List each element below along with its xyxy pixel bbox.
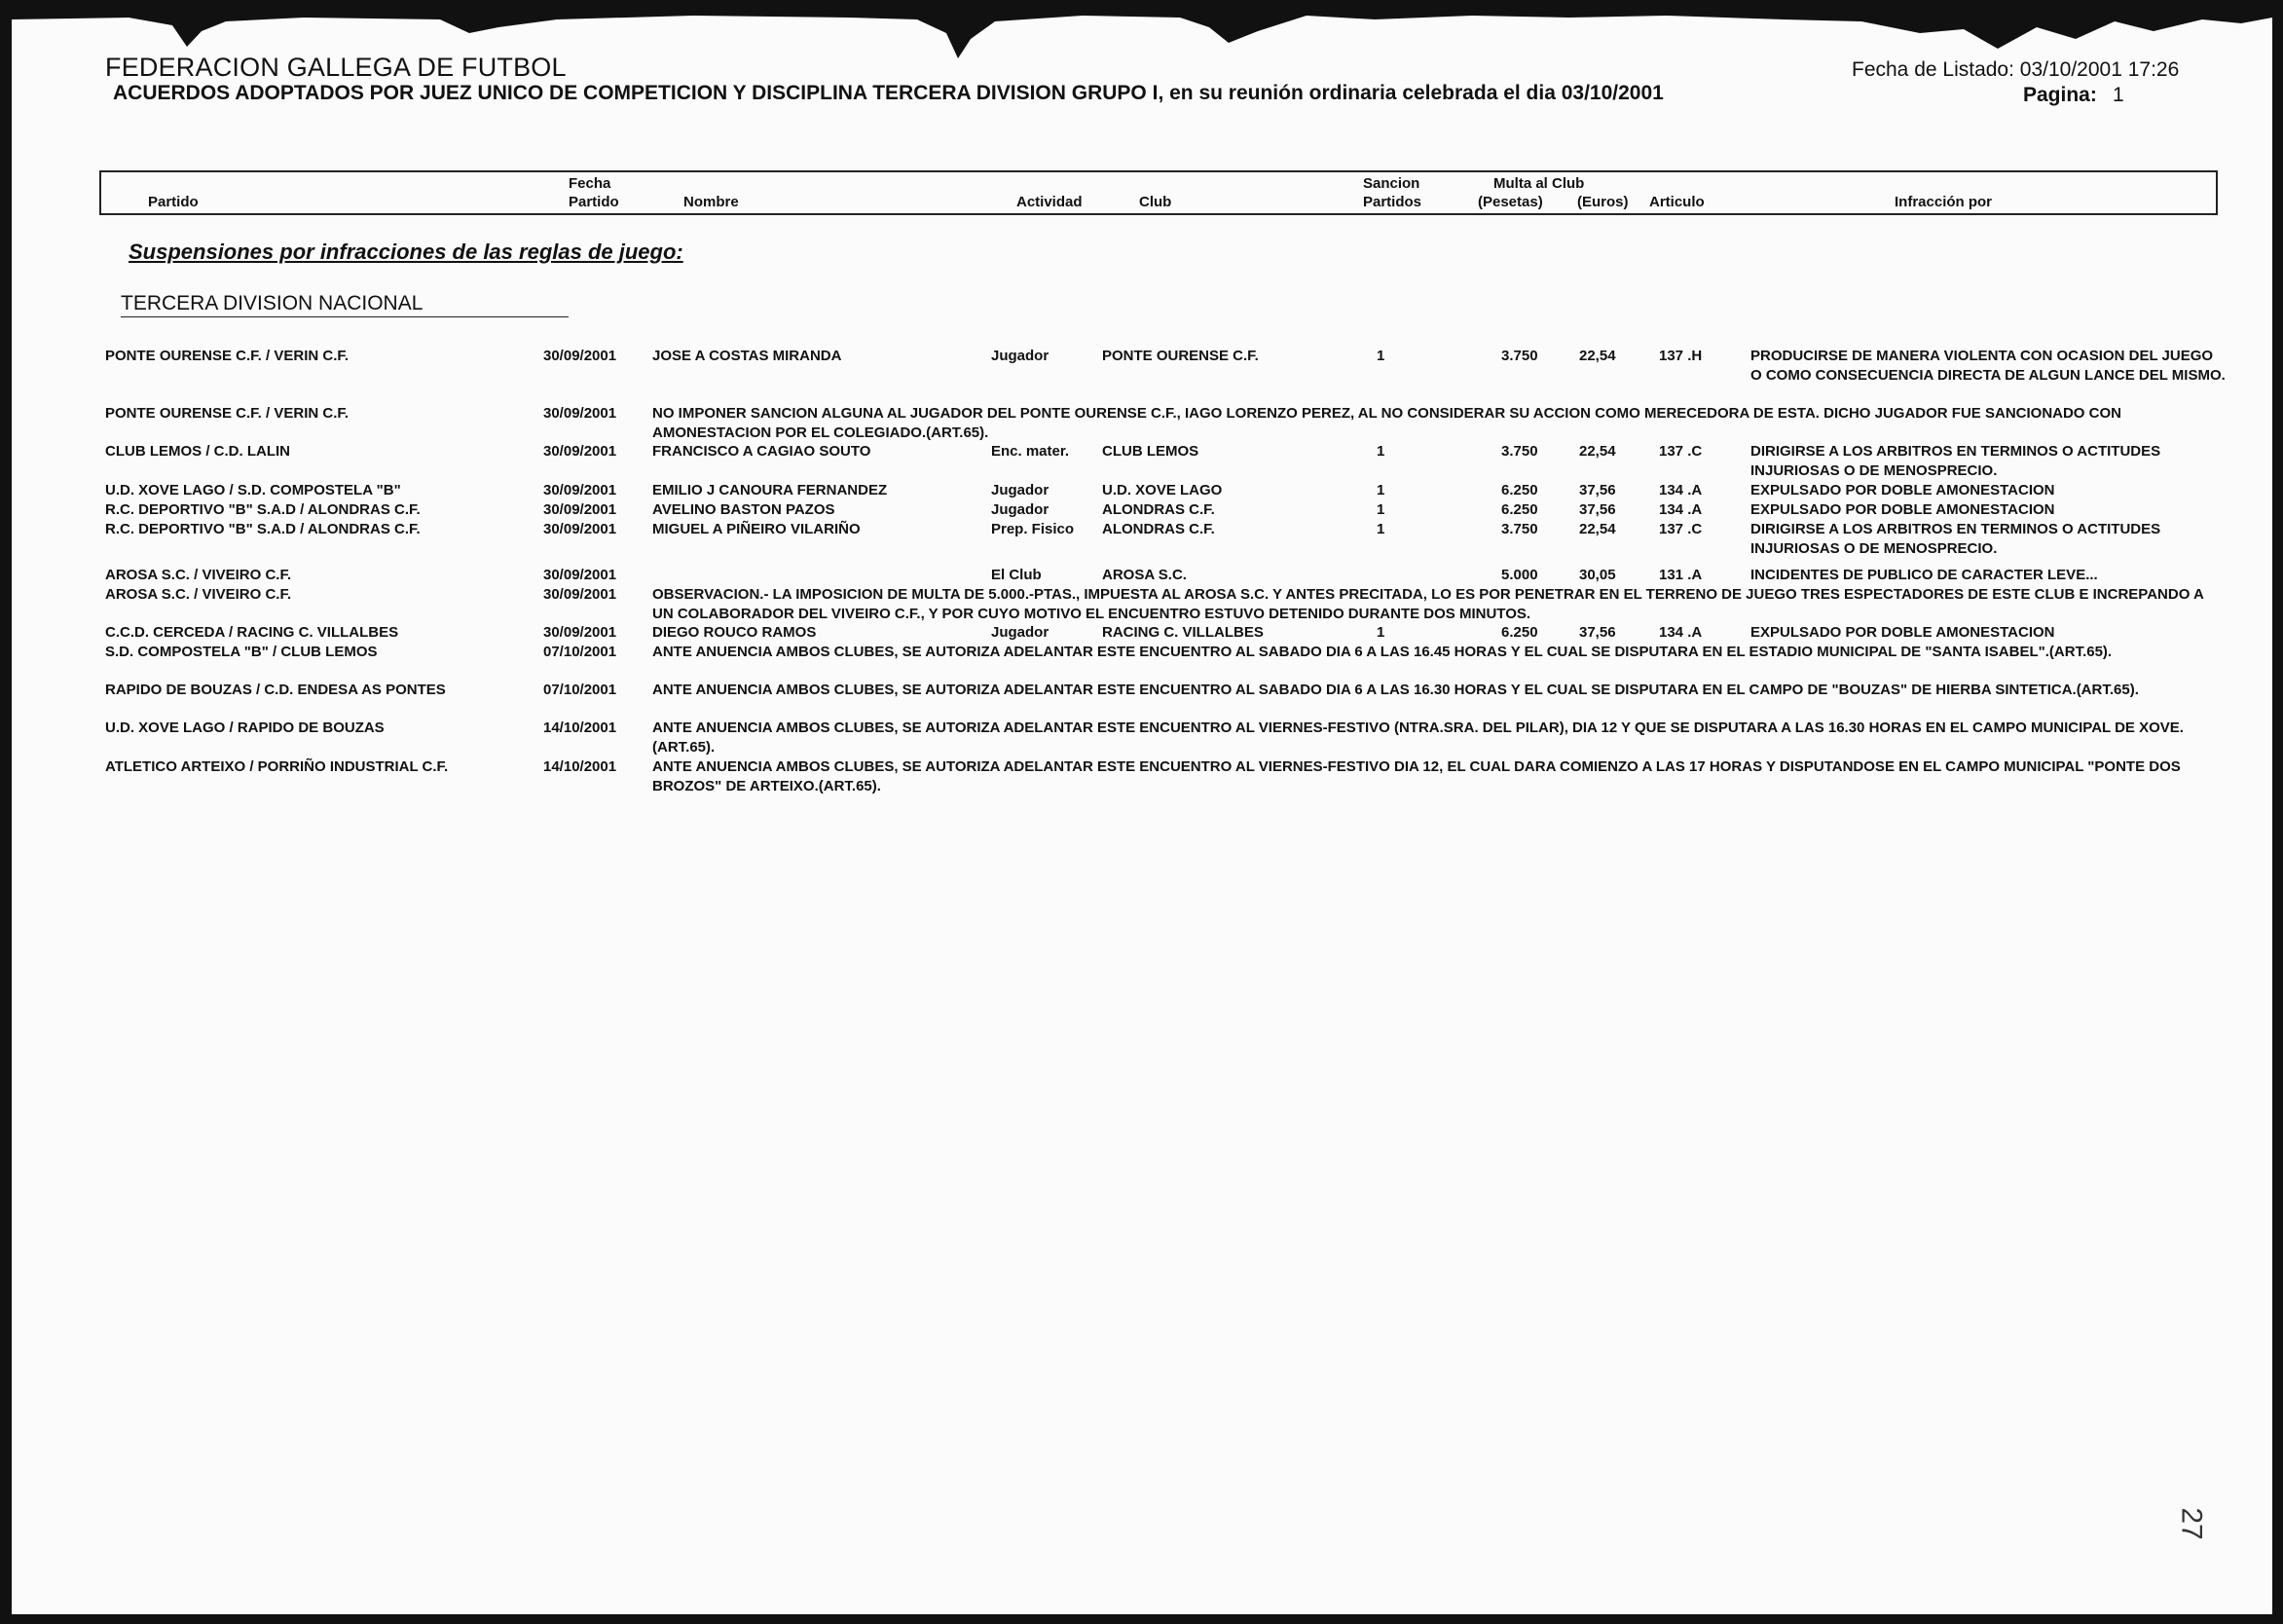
cell-partido: CLUB LEMOS / C.D. LALIN bbox=[105, 443, 290, 460]
cell-sancion: 1 bbox=[1377, 501, 1385, 518]
cell-club: CLUB LEMOS bbox=[1102, 443, 1199, 460]
cell-club: PONTE OURENSE C.F. bbox=[1102, 348, 1259, 364]
cell-articulo: 134 .A bbox=[1659, 624, 1703, 641]
cell-nombre: EMILIO J CANOURA FERNANDEZ bbox=[652, 482, 888, 498]
cell-euros: 22,54 bbox=[1579, 443, 1616, 460]
cell-nombre: AVELINO BASTON PAZOS bbox=[652, 501, 835, 518]
organization-title: FEDERACION GALLEGA DE FUTBOL bbox=[105, 53, 567, 82]
cell-fecha: 30/09/2001 bbox=[543, 348, 617, 364]
cell-fecha: 07/10/2001 bbox=[543, 682, 617, 698]
cell-infraccion: DIRIGIRSE A LOS ARBITROS EN TERMINOS O ACTITUDES INJURIOSAS O DE MENOSPRECIO. bbox=[1750, 443, 2161, 479]
cell-euros: 37,56 bbox=[1579, 624, 1616, 641]
cell-fecha: 30/09/2001 bbox=[543, 624, 617, 641]
cell-actividad: Jugador bbox=[991, 501, 1049, 518]
col-fecha-line2: Partido bbox=[569, 194, 619, 210]
scanned-page bbox=[12, 10, 2272, 1614]
cell-infraccion: DIRIGIRSE A LOS ARBITROS EN TERMINOS O ACTITUDES INJURIOSAS O DE MENOSPRECIO. bbox=[1750, 521, 2161, 557]
cell-nombre: JOSE A COSTAS MIRANDA bbox=[652, 348, 842, 364]
cell-pesetas: 5.000 bbox=[1501, 567, 1538, 583]
cell-fecha: 30/09/2001 bbox=[543, 567, 617, 583]
cell-sancion: 1 bbox=[1377, 624, 1385, 641]
col-sancion-line1: Sancion bbox=[1363, 175, 1420, 192]
cell-partido: C.C.D. CERCEDA / RACING C. VILLALBES bbox=[105, 624, 399, 641]
cell-club: RACING C. VILLALBES bbox=[1102, 624, 1264, 641]
cell-observacion: ANTE ANUENCIA AMBOS CLUBES, SE AUTORIZA ADELANTAR ESTE ENCUENTRO AL SABADO DIA 6 A LAS 16.45 HORAS Y EL CUAL SE DISPUTARA EN EL ESTADIO MUNICIPAL DE "SANTA ISABEL".(ART.65). bbox=[652, 644, 2113, 660]
cell-fecha: 30/09/2001 bbox=[543, 521, 617, 537]
col-infraccion: Infracción por bbox=[1895, 194, 1993, 210]
cell-observacion: OBSERVACION.- LA IMPOSICION DE MULTA DE 5.000.-PTAS., IMPUESTA AL AROSA S.C. Y ANTES PRECITADA, LO ES POR PENETRAR EN EL TERRENO DE JUEGO TRES ESPECTADORES DE ESTE CLUB E INCREPANDO A UN COLABORADOR DEL VIVEIRO C.F., Y POR CUYO MOTIVO EL ENCUENTRO ESTUVO DETENIDO DURANTE DOS MINUTOS. bbox=[652, 586, 2204, 622]
cell-articulo: 137 .H bbox=[1659, 348, 1703, 364]
col-partido: Partido bbox=[148, 194, 199, 210]
col-pesetas: (Pesetas) bbox=[1478, 194, 1543, 210]
cell-articulo: 137 .C bbox=[1659, 521, 1703, 537]
cell-actividad: Jugador bbox=[991, 624, 1049, 641]
page-number: 1 bbox=[2113, 84, 2124, 106]
cell-sancion: 1 bbox=[1377, 348, 1385, 364]
cell-infraccion: EXPULSADO POR DOBLE AMONESTACION bbox=[1750, 482, 2055, 498]
col-nombre: Nombre bbox=[683, 194, 739, 210]
cell-fecha: 30/09/2001 bbox=[543, 482, 617, 498]
cell-euros: 37,56 bbox=[1579, 501, 1616, 518]
col-euros: (Euros) bbox=[1577, 194, 1629, 210]
column-header-box bbox=[99, 170, 2218, 215]
cell-sancion: 1 bbox=[1377, 482, 1385, 498]
cell-partido: S.D. COMPOSTELA "B" / CLUB LEMOS bbox=[105, 644, 378, 660]
cell-infraccion: PRODUCIRSE DE MANERA VIOLENTA CON OCASION DEL JUEGO O COMO CONSECUENCIA DIRECTA DE ALGUN LANCE DEL MISMO. bbox=[1750, 348, 2226, 384]
cell-pesetas: 3.750 bbox=[1501, 521, 1538, 537]
cell-actividad: Jugador bbox=[991, 482, 1049, 498]
cell-fecha: 14/10/2001 bbox=[543, 720, 617, 736]
cell-club: ALONDRAS C.F. bbox=[1102, 501, 1215, 518]
cell-fecha: 07/10/2001 bbox=[543, 644, 617, 660]
cell-observacion: NO IMPONER SANCION ALGUNA AL JUGADOR DEL PONTE OURENSE C.F., IAGO LORENZO PEREZ, AL NO CONSIDERAR SU ACCION COMO MERECEDORA DE ESTA. DICHO JUGADOR FUE SANCIONADO CON AMONESTACION POR EL COLEGIADO.(ART.65). bbox=[652, 405, 2121, 441]
cell-sancion: 1 bbox=[1377, 443, 1385, 460]
page-label: Pagina: bbox=[2023, 84, 2097, 106]
cell-club: U.D. XOVE LAGO bbox=[1102, 482, 1223, 498]
cell-actividad: El Club bbox=[991, 567, 1042, 583]
cell-infraccion: INCIDENTES DE PUBLICO DE CARACTER LEVE... bbox=[1750, 567, 2098, 583]
col-sancion-line2: Partidos bbox=[1363, 194, 1422, 210]
document-subtitle: ACUERDOS ADOPTADOS POR JUEZ UNICO DE COMPETICION Y DISCIPLINA TERCERA DIVISION GRUPO I, en su reunión ordinaria celebrada el dia 03/10/2001 bbox=[113, 82, 1664, 104]
cell-partido: PONTE OURENSE C.F. / VERIN C.F. bbox=[105, 405, 350, 422]
cell-fecha: 30/09/2001 bbox=[543, 443, 617, 460]
cell-pesetas: 3.750 bbox=[1501, 443, 1538, 460]
cell-partido: AROSA S.C. / VIVEIRO C.F. bbox=[105, 586, 292, 603]
cell-partido: ATLETICO ARTEIXO / PORRIÑO INDUSTRIAL C.F. bbox=[105, 758, 449, 775]
cell-actividad: Jugador bbox=[991, 348, 1049, 364]
cell-fecha: 14/10/2001 bbox=[543, 758, 617, 775]
cell-infraccion: EXPULSADO POR DOBLE AMONESTACION bbox=[1750, 624, 2055, 641]
cell-articulo: 134 .A bbox=[1659, 482, 1703, 498]
cell-partido: U.D. XOVE LAGO / RAPIDO DE BOUZAS bbox=[105, 720, 385, 736]
cell-actividad: Prep. Fisico bbox=[991, 521, 1075, 537]
cell-partido: R.C. DEPORTIVO "B" S.A.D / ALONDRAS C.F. bbox=[105, 521, 421, 537]
cell-infraccion: EXPULSADO POR DOBLE AMONESTACION bbox=[1750, 501, 2055, 518]
cell-pesetas: 3.750 bbox=[1501, 348, 1538, 364]
cell-partido: R.C. DEPORTIVO "B" S.A.D / ALONDRAS C.F. bbox=[105, 501, 421, 518]
cell-nombre: DIEGO ROUCO RAMOS bbox=[652, 624, 817, 641]
col-fecha-line1: Fecha bbox=[569, 175, 611, 192]
cell-euros: 30,05 bbox=[1579, 567, 1616, 583]
cell-pesetas: 6.250 bbox=[1501, 482, 1538, 498]
cell-pesetas: 6.250 bbox=[1501, 624, 1538, 641]
cell-sancion: 1 bbox=[1377, 521, 1385, 537]
cell-observacion: ANTE ANUENCIA AMBOS CLUBES, SE AUTORIZA ADELANTAR ESTE ENCUENTRO AL VIERNES-FESTIVO (NTRA.SRA. DEL PILAR), DIA 12 Y QUE SE DISPUTARA A LAS 16.30 HORAS EN EL CAMPO MUNICIPAL DE XOVE.(ART.65). bbox=[652, 720, 2184, 756]
cell-euros: 37,56 bbox=[1579, 482, 1616, 498]
cell-partido: U.D. XOVE LAGO / S.D. COMPOSTELA "B" bbox=[105, 482, 401, 498]
cell-articulo: 134 .A bbox=[1659, 501, 1703, 518]
col-actividad: Actividad bbox=[1016, 194, 1083, 210]
cell-partido: PONTE OURENSE C.F. / VERIN C.F. bbox=[105, 348, 350, 364]
cell-articulo: 131 .A bbox=[1659, 567, 1703, 583]
col-articulo: Articulo bbox=[1649, 194, 1705, 210]
section-title: Suspensiones por infracciones de las reglas de juego: bbox=[129, 240, 683, 264]
cell-club: ALONDRAS C.F. bbox=[1102, 521, 1215, 537]
cell-observacion: ANTE ANUENCIA AMBOS CLUBES, SE AUTORIZA ADELANTAR ESTE ENCUENTRO AL SABADO DIA 6 A LAS 16.30 HORAS Y EL CUAL SE DISPUTARA EN EL CAMPO DE "BOUZAS" DE HIERBA SINTETICA.(ART.65). bbox=[652, 682, 2139, 698]
cell-partido: RAPIDO DE BOUZAS / C.D. ENDESA AS PONTES bbox=[105, 682, 446, 698]
listing-date: Fecha de Listado: 03/10/2001 17:26 bbox=[1852, 58, 2180, 81]
cell-nombre: FRANCISCO A CAGIAO SOUTO bbox=[652, 443, 871, 460]
cell-articulo: 137 .C bbox=[1659, 443, 1703, 460]
cell-fecha: 30/09/2001 bbox=[543, 405, 617, 422]
cell-fecha: 30/09/2001 bbox=[543, 586, 617, 603]
cell-euros: 22,54 bbox=[1579, 521, 1616, 537]
cell-club: AROSA S.C. bbox=[1102, 567, 1187, 583]
cell-nombre: MIGUEL A PIÑEIRO VILARIÑO bbox=[652, 521, 861, 537]
cell-pesetas: 6.250 bbox=[1501, 501, 1538, 518]
cell-partido: AROSA S.C. / VIVEIRO C.F. bbox=[105, 567, 292, 583]
cell-observacion: ANTE ANUENCIA AMBOS CLUBES, SE AUTORIZA ADELANTAR ESTE ENCUENTRO AL VIERNES-FESTIVO DIA 12, EL CUAL DARA COMIENZO A LAS 17 HORAS Y DISPUTANDOSE EN EL CAMPO MUNICIPAL "PONTE DOS BROZOS" DE ARTEIXO.(ART.65). bbox=[652, 758, 2181, 794]
handwritten-page-stamp: 27 bbox=[2175, 1507, 2208, 1540]
cell-fecha: 30/09/2001 bbox=[543, 501, 617, 518]
cell-actividad: Enc. mater. bbox=[991, 443, 1070, 460]
division-heading: TERCERA DIVISION NACIONAL bbox=[121, 292, 569, 317]
col-club: Club bbox=[1139, 194, 1172, 210]
cell-euros: 22,54 bbox=[1579, 348, 1616, 364]
col-multa: Multa al Club bbox=[1493, 175, 1585, 192]
